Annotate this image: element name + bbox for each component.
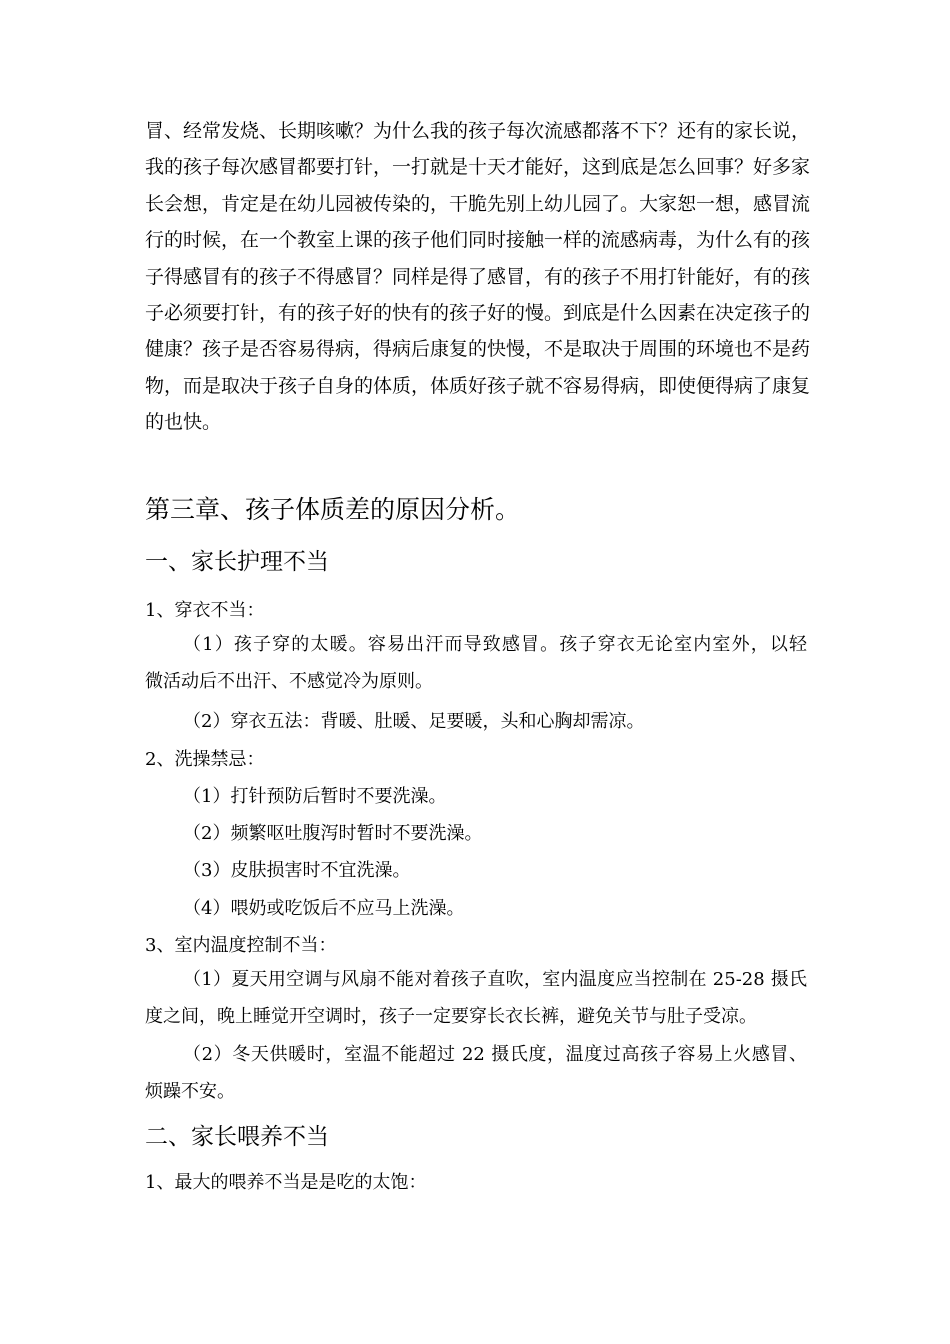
text-line: 子得感冒有的孩子不得感冒？同样是得了感冒，有的孩子不用打针能好，有的孩 (145, 265, 811, 288)
text-line: 物，而是取决于孩子自身的体质，体质好孩子就不容易得病，即使便得病了康复 (145, 374, 811, 397)
sub-item-bathing-3: （3）皮肤损害时不宜洗澡。 (183, 860, 411, 881)
text-line: 微活动后不出汗、不感觉冷为原则。 (145, 671, 433, 692)
text-line: 子必须要打针，有的孩子好的快有的孩子好的慢。到底是什么因素在决定孩子的 (145, 302, 811, 325)
item-room-temperature: 3、室内温度控制不当： (145, 935, 337, 956)
sub-item-bathing-4: （4）喂奶或吃饭后不应马上洗澡。 (183, 898, 465, 919)
text-line: 健康？孩子是否容易得病，得病后康复的快慢，不是取决于周围的环境也不是药 (145, 338, 811, 361)
sub-paragraph-clothing-1 (145, 626, 807, 700)
sub-paragraph-temperature-2 (145, 1036, 807, 1110)
sub-paragraph-temperature-1 (145, 961, 807, 1035)
sub-item-bathing-2: （2）频繁呕吐腹泻时暂时不要洗澡。 (183, 823, 483, 844)
text-line: 的也快。 (145, 411, 222, 434)
text-line: 长会想，肯定是在幼儿园被传染的，干脆先别上幼儿园了。大家恕一想，感冒流 (145, 192, 811, 215)
text-line: （1）夏天用空调与风扇不能对着孩子直吹，室内温度应当控制在 25-28 摄氏 (183, 969, 807, 990)
text-line: 冒、经常发烧、长期咳嗽？为什么我的孩子每次流感都落不下？还有的家长说， (145, 120, 811, 142)
sub-item-bathing-1: （1）打针预防后暂时不要洗澡。 (183, 786, 447, 807)
text-line: 我的孩子每次感冒都要打针，一打就是十天才能好，这到底是怎么回事？好多家 (145, 156, 811, 179)
section-title-2: 二、家长喂养不当 (145, 1124, 329, 1150)
text-line: （1）孩子穿的太暖。容易出汗而导致感冒。孩子穿衣无论室内室外，以轻 (183, 634, 807, 655)
chapter-title: 第三章、孩子体质差的原因分析。 (145, 495, 521, 524)
item-bathing: 2、洗操禁忌： (145, 749, 265, 770)
section-title-1: 一、家长护理不当 (145, 549, 329, 575)
text-line: 烦躁不安。 (145, 1081, 235, 1102)
text-line: （2）冬天供暖时，室温不能超过 22 摄氏度，温度过高孩子容易上火感冒、 (183, 1044, 807, 1065)
sub-item-clothing-2: （2）穿衣五法：背暖、肚暖、足要暖，头和心胸却需凉。 (183, 711, 645, 732)
text-line: 度之间，晚上睡觉开空调时，孩子一定要穿长衣长裤，避免关节与肚子受凉。 (145, 1006, 757, 1027)
item-clothing: 1、穿衣不当： (145, 600, 265, 621)
item-overfeeding: 1、最大的喂养不当是是吃的太饱： (145, 1172, 427, 1193)
text-line: 行的时候，在一个教室上课的孩子他们同时接触一样的流感病毒，为什么有的孩 (145, 229, 811, 252)
intro-paragraph (145, 113, 811, 441)
